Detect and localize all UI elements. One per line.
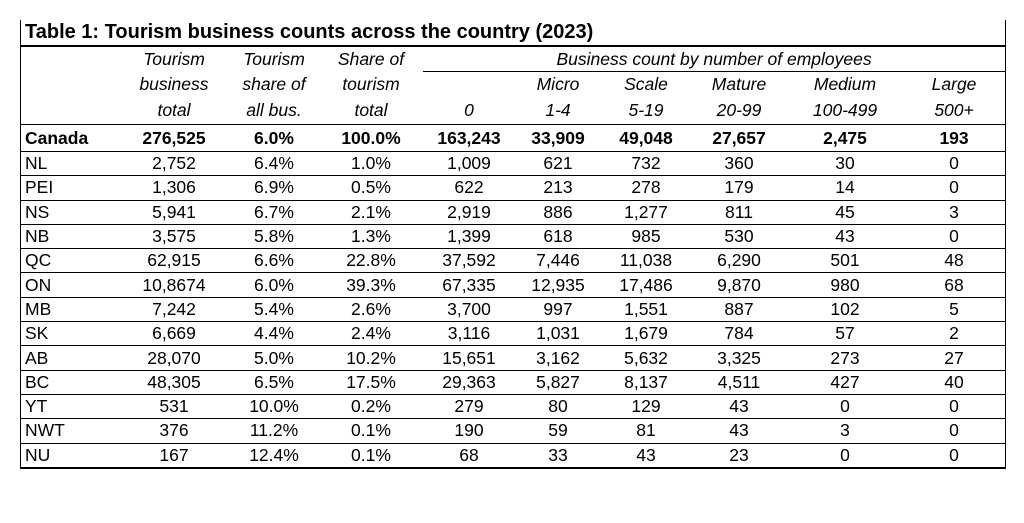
- table-cell: 23: [691, 443, 787, 467]
- header-large-line2: 500+: [903, 97, 1005, 125]
- table-cell: 2,919: [423, 200, 515, 224]
- header-scale-line2: 5-19: [601, 97, 691, 125]
- table-cell: 2.6%: [319, 297, 423, 321]
- header-large-line1: Large: [931, 74, 977, 94]
- table-cell: 501: [787, 249, 903, 273]
- table-cell: 621: [515, 152, 601, 176]
- table-cell: NB: [21, 224, 119, 248]
- table-cell: 530: [691, 224, 787, 248]
- table-cell: 68: [903, 273, 1005, 297]
- table-cell: 6.0%: [229, 273, 319, 297]
- table-cell: 27,657: [691, 125, 787, 152]
- table-cell: 6,290: [691, 249, 787, 273]
- table-cell: 1.3%: [319, 224, 423, 248]
- table-cell: Canada: [21, 125, 119, 152]
- header-total-line2: business: [139, 73, 209, 94]
- table-cell: 278: [601, 176, 691, 200]
- table-cell: 33,909: [515, 125, 601, 152]
- table-cell: 887: [691, 297, 787, 321]
- table-row-canada: [21, 125, 1005, 152]
- table-cell: 4.4%: [229, 322, 319, 346]
- table-cell: 6.5%: [229, 370, 319, 394]
- table-cell: 0: [903, 224, 1005, 248]
- header-share-total-line1: Share of: [337, 48, 405, 69]
- table-cell: 167: [119, 443, 229, 467]
- table-cell: 49,048: [601, 125, 691, 152]
- table-cell: 43: [691, 394, 787, 418]
- table-cell: 6.9%: [229, 176, 319, 200]
- table-cell: 3,162: [515, 346, 601, 370]
- table-cell: 360: [691, 152, 787, 176]
- table-cell: 48: [903, 249, 1005, 273]
- header-micro-line2: 1-4: [515, 97, 601, 125]
- table-cell: 0.5%: [319, 176, 423, 200]
- table-title: Table 1: Tourism business counts across the country (2023): [21, 20, 1005, 47]
- table-cell: 980: [787, 273, 903, 297]
- table-cell: 1,399: [423, 224, 515, 248]
- tourism-table: [21, 47, 1005, 468]
- table-cell: 48,305: [119, 370, 229, 394]
- table-cell: 784: [691, 322, 787, 346]
- table-cell: 40: [903, 370, 1005, 394]
- table-cell: 3: [903, 200, 1005, 224]
- table-cell: 4,511: [691, 370, 787, 394]
- table-cell: 17.5%: [319, 370, 423, 394]
- table-cell: 0: [903, 176, 1005, 200]
- header-corner: [21, 47, 119, 72]
- table-row: [21, 443, 1005, 467]
- table-cell: 37,592: [423, 249, 515, 273]
- table-cell: 12,935: [515, 273, 601, 297]
- table-cell: 67,335: [423, 273, 515, 297]
- table-cell: 80: [515, 394, 601, 418]
- header-total-line1: Tourism: [143, 48, 205, 69]
- table-cell: 427: [787, 370, 903, 394]
- table-cell: PEI: [21, 176, 119, 200]
- table-cell: 81: [601, 419, 691, 443]
- table-cell: 62,915: [119, 249, 229, 273]
- table-header: [21, 47, 1005, 125]
- table-cell: NS: [21, 200, 119, 224]
- table-cell: ON: [21, 273, 119, 297]
- header-corner-3: [21, 97, 119, 125]
- header-zero: 0: [423, 97, 515, 125]
- table-cell: 17,486: [601, 273, 691, 297]
- table-cell: 43: [787, 224, 903, 248]
- table-cell: 2.4%: [319, 322, 423, 346]
- table-cell: 279: [423, 394, 515, 418]
- table-cell: 14: [787, 176, 903, 200]
- header-share-total-line2: tourism: [342, 73, 400, 94]
- table-cell: 6,669: [119, 322, 229, 346]
- table-body: [21, 125, 1005, 468]
- table-cell: 129: [601, 394, 691, 418]
- table-cell: 1,306: [119, 176, 229, 200]
- table-cell: 12.4%: [229, 443, 319, 467]
- table-cell: 3,325: [691, 346, 787, 370]
- table-cell: 27: [903, 346, 1005, 370]
- table-cell: MB: [21, 297, 119, 321]
- table-cell: 163,243: [423, 125, 515, 152]
- header-total-line3: total: [119, 97, 229, 125]
- table-cell: 33: [515, 443, 601, 467]
- table-cell: 1,679: [601, 322, 691, 346]
- table-cell: 5,941: [119, 200, 229, 224]
- table-cell: 15,651: [423, 346, 515, 370]
- header-mature-line1: Mature: [711, 74, 767, 94]
- table-cell: 886: [515, 200, 601, 224]
- table-cell: 68: [423, 443, 515, 467]
- table-row: [21, 297, 1005, 321]
- table-cell: 6.0%: [229, 125, 319, 152]
- header-scale-line1: Scale: [624, 74, 668, 94]
- table-cell: 985: [601, 224, 691, 248]
- table-row: [21, 200, 1005, 224]
- header-zero-blank: [423, 72, 515, 98]
- table-cell: NU: [21, 443, 119, 467]
- header-share-total-line3: total: [319, 97, 423, 125]
- header-share-line1: Tourism: [243, 48, 305, 69]
- table-cell: 28,070: [119, 346, 229, 370]
- table-cell: 1.0%: [319, 152, 423, 176]
- table-container: [20, 20, 1006, 469]
- table-row: [21, 419, 1005, 443]
- table-cell: 190: [423, 419, 515, 443]
- table-cell: 10.0%: [229, 394, 319, 418]
- table-cell: 11,038: [601, 249, 691, 273]
- table-cell: 5: [903, 297, 1005, 321]
- table-cell: 0: [787, 443, 903, 467]
- table-cell: 0.1%: [319, 443, 423, 467]
- table-row: [21, 249, 1005, 273]
- header-micro-line1: Micro: [536, 74, 580, 94]
- table-row: [21, 322, 1005, 346]
- table-cell: YT: [21, 394, 119, 418]
- table-cell: 1,009: [423, 152, 515, 176]
- table-cell: 39.3%: [319, 273, 423, 297]
- table-row: [21, 176, 1005, 200]
- table-cell: 531: [119, 394, 229, 418]
- table-row: [21, 152, 1005, 176]
- table-cell: 376: [119, 419, 229, 443]
- table-cell: 2.1%: [319, 200, 423, 224]
- table-cell: 6.7%: [229, 200, 319, 224]
- table-cell: 11.2%: [229, 419, 319, 443]
- table-cell: 29,363: [423, 370, 515, 394]
- table-cell: 0: [903, 394, 1005, 418]
- table-cell: NL: [21, 152, 119, 176]
- header-corner-2: [21, 72, 119, 98]
- table-cell: 9,870: [691, 273, 787, 297]
- table-cell: 1,551: [601, 297, 691, 321]
- table-cell: 732: [601, 152, 691, 176]
- table-cell: SK: [21, 322, 119, 346]
- table-cell: BC: [21, 370, 119, 394]
- table-cell: 3,116: [423, 322, 515, 346]
- table-cell: 2,475: [787, 125, 903, 152]
- table-cell: NWT: [21, 419, 119, 443]
- table-cell: 30: [787, 152, 903, 176]
- table-cell: 811: [691, 200, 787, 224]
- table-cell: 102: [787, 297, 903, 321]
- header-medium-line1: Medium: [813, 74, 877, 94]
- table-cell: 0.2%: [319, 394, 423, 418]
- table-cell: 22.8%: [319, 249, 423, 273]
- table-cell: 276,525: [119, 125, 229, 152]
- table-cell: 5,827: [515, 370, 601, 394]
- table-cell: 3,575: [119, 224, 229, 248]
- table-cell: 2: [903, 322, 1005, 346]
- table-cell: 2,752: [119, 152, 229, 176]
- table-row: [21, 224, 1005, 248]
- header-group: Business count by number of employees: [423, 47, 1005, 72]
- table-cell: 7,446: [515, 249, 601, 273]
- table-cell: 5.4%: [229, 297, 319, 321]
- table-cell: 0: [787, 394, 903, 418]
- table-cell: 5.8%: [229, 224, 319, 248]
- table-cell: 622: [423, 176, 515, 200]
- table-cell: 3: [787, 419, 903, 443]
- table-cell: 8,137: [601, 370, 691, 394]
- table-cell: QC: [21, 249, 119, 273]
- header-share-line2: share of: [242, 73, 306, 94]
- table-cell: 5.0%: [229, 346, 319, 370]
- table-cell: 273: [787, 346, 903, 370]
- table-cell: 193: [903, 125, 1005, 152]
- header-medium-line2: 100-499: [787, 97, 903, 125]
- header-mature-line2: 20-99: [691, 97, 787, 125]
- table-row: [21, 346, 1005, 370]
- table-cell: 45: [787, 200, 903, 224]
- table-cell: 6.4%: [229, 152, 319, 176]
- table-cell: 1,277: [601, 200, 691, 224]
- table-cell: 3,700: [423, 297, 515, 321]
- table-cell: 997: [515, 297, 601, 321]
- header-share-line3: all bus.: [229, 97, 319, 125]
- table-cell: 100.0%: [319, 125, 423, 152]
- table-row: [21, 370, 1005, 394]
- table-cell: 43: [691, 419, 787, 443]
- table-cell: 10,8674: [119, 273, 229, 297]
- table-cell: 59: [515, 419, 601, 443]
- table-cell: 618: [515, 224, 601, 248]
- table-cell: 10.2%: [319, 346, 423, 370]
- table-cell: AB: [21, 346, 119, 370]
- table-cell: 5,632: [601, 346, 691, 370]
- table-row: [21, 394, 1005, 418]
- table-cell: 0: [903, 419, 1005, 443]
- table-cell: 0: [903, 443, 1005, 467]
- table-cell: 0.1%: [319, 419, 423, 443]
- table-cell: 57: [787, 322, 903, 346]
- table-cell: 6.6%: [229, 249, 319, 273]
- table-cell: 0: [903, 152, 1005, 176]
- table-cell: 1,031: [515, 322, 601, 346]
- table-cell: 43: [601, 443, 691, 467]
- table-cell: 7,242: [119, 297, 229, 321]
- table-cell: 179: [691, 176, 787, 200]
- table-cell: 213: [515, 176, 601, 200]
- table-row: [21, 273, 1005, 297]
